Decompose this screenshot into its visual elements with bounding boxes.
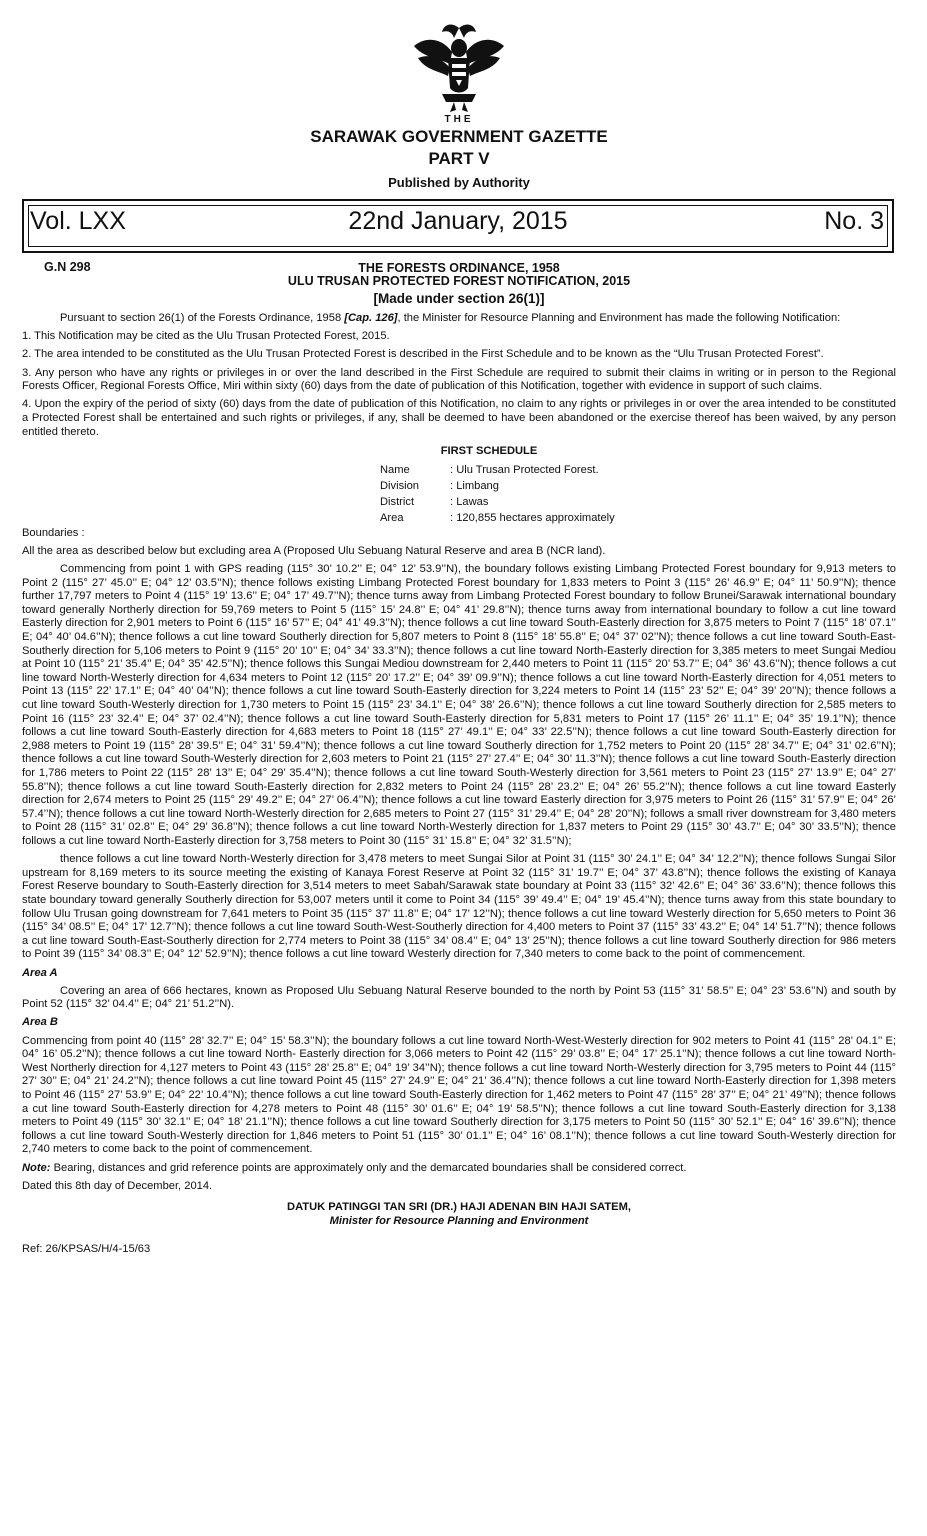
- gazette-title: SARAWAK GOVERNMENT GAZETTE: [310, 127, 608, 146]
- schedule-row: [380, 495, 615, 511]
- notice-body: [22, 312, 896, 1261]
- published-by-authority: Published by Authority: [388, 175, 530, 190]
- sarawak-crest-icon: [412, 18, 506, 114]
- schedule-key: Area: [380, 511, 404, 524]
- notice-title-section: [Made under section 26(1)]: [373, 291, 545, 306]
- boundaries-label: Boundaries :: [22, 526, 85, 539]
- reference-number: Ref: 26/KPSAS/H/4-15/63: [22, 1242, 151, 1255]
- volume-number: Vol. LXX: [30, 207, 126, 235]
- volume-bar: [22, 199, 894, 253]
- schedule-value: : Lawas: [450, 495, 489, 508]
- boundary-description-2: thence follows a cut line toward North-Westerly direction for 3,478 meters to meet Sungai Silor at Point 31 (115° 30’ 24.1’’ E; 04° 34’ 12.2’’N); thence follows Sungai Silor upstream for 8,169 meters to its source meeting the existing of Kanaya Forest Reserve at Point 32 (115° 31’ 19.7’’ E; 04° 37’ 43.8’’N); thence follows the existing of Kanaya Forest Reserve boundary to South-Easterly direction for 3,514 meters to meet Sabah/Sarawak state boundary at Point 33 (115° 32’ 42.6’’ E; 04° 36’ 33.6’’N); thence follows this state boundary toward generally Southerly direction for 53,007 meters until it come to Point 34 (115° 39’ 49.4’’ E; 04° 19’ 45.4’’N); thence turns away from this state boundary to follow Ulu Trusan going downstream for 7,641 meters to Point 35 (115° 37’ 11.8’’ E; 04° 17’ 12’’N); thence follows a cut line toward Westerly direction for 5,650 meters to Point 36 (115° 34’ 08.5’’ E; 04° 17’ 12.7’’N); thence follows a cut line toward South-West-Southerly direction for 4,400 meters to Point 37 (115° 33’ 43.2’’ E; 04° 14’ 51.7’’N); thence follows a cut line toward South-East-Southerly direction for 2,774 meters to Point 38 (115° 34’ 08.4’’ E; 04° 13’ 25’’N); thence follows a cut line toward Southerly direction for 986 meters to Point 39 (115° 34’ 08.3’’ E; 04° 12’ 52.9’’N); thence follows a cut line toward Westerly direction for 7,340 meters to come back to the point of commencement.: [22, 853, 896, 961]
- issue-number: No. 3: [824, 207, 884, 235]
- notice-title-notification: ULU TRUSAN PROTECTED FOREST NOTIFICATION, 2015: [287, 274, 631, 288]
- signatory-title: Minister for Resource Planning and Environment: [329, 1214, 589, 1227]
- schedule-row: [380, 479, 615, 495]
- boundary-description-1: Commencing from point 1 with GPS reading (115° 30’ 10.2’’ E; 04° 12’ 53.9’’N), the boundary follows existing Limbang Protected Forest boundary for 9,913 meters to Point 2 (115° 27’ 45.0’’ E; 04° 12’ 03.5’’N); thence follows existing Limbang Protected Forest boundary for 1,833 meters to Point 3 (115° 26’ 46.9’’ E; 04° 11’ 50.9’’N); thence further 17,797 meters to Point 4 (115° 19’ 13.6’’ E; 04° 17’ 49.7’’N); thence turns away from Limbang Protected Forest boundary to follow Brunei/Sarawak international boundary toward generally Northerly direction for 59,769 meters to Point 5 (115° 15’ 24.8’’ E; 04° 41’ 29.8’’N); thence turns away from international boundary to follow a cut line toward Easterly direction for 2,901 meters to Point 6 (115° 16’ 57’’ E; 04° 41’ 49.3’’N); thence follows a cut line toward South-Easterly direction for 3,875 meters to Point 7 (115° 18’ 07.1’’ E; 04° 40’ 04.6’’N); thence follows a cut line toward Southerly direction for 5,807 meters to Point 8 (115° 18’ 55.8’’ E; 04° 37’ 02’’N); thence follows a cut line toward South-East-Southerly direction for 5,106 meters to Point 9 (115° 20’ 10’’ E; 04° 34’ 33.3’’N); thence follows a cut line toward North-Easterly direction for 3,385 meters to meet Sungai Mediou at Point 10 (115° 21’ 35.4’’ E; 04° 35’ 42.5’’N); thence follows this Sungai Mediou downstream for 2,440 meters to Point 11 (115° 20’ 53.7’’ E; 04° 36’ 43.6’’N); thence follows a cut line toward North-Westerly direction for 4,634 meters to Point 12 (115° 20’ 17.2’’ E; 04° 39’ 09.9’’N); thence follows a cut line toward North-Easterly direction for 4,051 meters to Point 13 (115° 22’ 17.1’’ E; 04° 40’ 04’’N); thence follows a cut line toward South-Easterly direction for 3,224 meters to Point 14 (115° 23’ 52’’ E; 04° 39’ 20’’N); thence follows a cut line toward South-Westerly direction for 1,730 meters to Point 15 (115° 23’ 34.1’’ E; 04° 38’ 26.6’’N); thence follows a cut line toward Southerly direction for 2,585 meters to Point 16 (115° 23’ 32.4’’ E; 04° 37’ 02.4’’N); thence follows a cut line toward South-Easterly direction for 5,831 meters to Point 17 (115° 26’ 11.1’’ E; 04° 35’ 19.1’’N); thence follows a cut line toward South-Easterly direction for 4,683 meters to Point 18 (115° 27’ 49.1’’ E; 04° 33’ 22.5’’N); thence follows a cut line toward South-Easterly direction for 2,988 meters to Point 19 (115° 28’ 39.5’’ E; 04° 31’ 59.4’’N); thence follows a cut line toward Southerly direction for 1,752 meters to Point 20 (115° 28’ 34.7’’ E; 04° 31’ 02.6’’N); thence follows a cut line toward South-Westerly direction for 2,603 meters to Point 21 (115° 27’ 27.4’’ E; 04° 30’ 11.3’’N); thence follows a cut line toward South-Easterly direction for 1,786 meters to Point 22 (115° 28’ 13’’ E; 04° 29’ 35.4’’N); thence follows a cut line toward South-Westerly direction for 3,561 meters to Point 23 (115° 27’ 13.9’’ E; 04° 27’ 55.8’’N); thence follows a cut line toward South-Easterly direction for 2,832 meters to Point 24 (115° 28’ 23.2’’ E; 04° 26’ 55.2’’N); thence follows a cut line toward Easterly direction for 2,674 meters to Point 25 (115° 29’ 49.2’’ E; 04° 27’ 06.4’’N); thence follows a cut line toward Easterly direction for 3,975 meters to Point 26 (115° 31’ 57.9’’ E; 04° 26’ 57.4’’N); thence follows a cut line toward North-Westerly direction for 2,685 meters to Point 27 (115° 31’ 29.4’’ E; 04° 28’ 20’’N); follows a small river downstream for 3,480 meters to Point 28 (115° 31’ 02.8’’ E; 04° 29’ 36.8’’N); thence follows a cut line toward North-Westerly direction for 1,837 meters to Point 29 (115° 30’ 43.7’’ E; 04° 30’ 33.5’’N); thence follows a cut line toward North-Easterly direction for 3,758 meters to Point 30 (115° 31’ 15.8’’ E; 04° 32’ 31.5’’N);: [22, 563, 896, 847]
- gazette-part: PART V: [428, 149, 490, 168]
- dated-line: Dated this 8th day of December, 2014.: [22, 1179, 213, 1192]
- cap-reference: [Cap. 126]: [344, 312, 398, 324]
- signatory-name: DATUK PATINGGI TAN SRI (DR.) HAJI ADENAN BIN HAJI SATEM,: [287, 1201, 631, 1214]
- note-paragraph: [22, 1162, 896, 1176]
- schedule-value: : Limbang: [450, 479, 499, 492]
- note-text: Bearing, distances and grid reference points are approximately only and the demarcated boundaries shall be considered correct.: [50, 1161, 687, 1174]
- issue-date: 22nd January, 2015: [348, 207, 568, 235]
- paragraph-3: 3. Any person who have any rights or privileges in or over the land described in the First Schedule are required to submit their claims in writing or in person to the Regional Forests Officer, Regional Forests Office, Miri within sixty (60) days from the date of publication of this Notification, together with evidence in support of such claims.: [22, 366, 896, 393]
- intro-paragraph: [22, 312, 896, 326]
- gazette-notice-number: G.N 298: [44, 260, 91, 274]
- schedule-value: : Ulu Trusan Protected Forest.: [450, 463, 599, 476]
- paragraph-1: 1. This Notification may be cited as the Ulu Trusan Protected Forest, 2015.: [22, 330, 390, 343]
- schedule-key: Name: [380, 463, 410, 476]
- schedule-row: [380, 463, 615, 479]
- area-b-description: Commencing from point 40 (115° 28’ 32.7’’ E; 04° 15’ 58.3’’N); the boundary follows a cut line toward North-West-Westerly direction for 902 meters to Point 41 (115° 28’ 04.1’’ E; 04° 16’ 05.2’’N); thence follows a cut line toward North- Easterly direction for 3,066 meters to Point 42 (115° 29’ 03.8’’ E; 04° 17’ 25.1’’N); thence follows a cut line toward North-West Northerly direction for 4,127 meters to Point 43 (115° 28’ 25.8’’ E; 04° 19’ 34’’N); thence follows a cut line toward North-Westerly direction for 3,795 meters to Point 44 (115° 27’ 30’’ E; 04° 21’ 24.2’’N); thence follows a cut line toward Point 45 (115° 27’ 24.9’’ E; 04° 21’ 36.4’’N); thence follows a cut line toward North-Easterly direction for 1,398 meters to Point 46 (115° 27’ 53.9’’ E; 04° 22’ 10.4’’N); thence follows a cut line toward South-Easterly direction for 1,462 meters to Point 47 (115° 28’ 37’’ E; 04° 21’ 49’’N); thence follows a cut line toward South-Easterly direction for 4,278 meters to Point 48 (115° 30’ 01.6’’ E; 04° 19’ 58.5’’N); thence follows a cut line toward South-Easterly direction for 3,138 meters to Point 49 (115° 30’ 32.1’’ E; 04° 18’ 21.1’’N); thence follows a cut line toward Southerly direction for 3,175 meters to Point 50 (115° 30’ 52.1’’ E; 04° 16’ 39.6’’N); thence follows a cut line toward South-Westerly direction for 1,846 meters to Point 51 (115° 30’ 01.1’’ E; 04° 16’ 08.1’’N); thence follows a cut line toward South-Westerly direction for 2,740 meters to come back to the point of commencement.: [22, 1034, 896, 1156]
- schedule-key: Division: [380, 479, 420, 492]
- first-schedule-heading: FIRST SCHEDULE: [440, 445, 538, 458]
- all-area-statement: All the area as described below but excluding area A (Proposed Ulu Sebuang Natural Reserve and area B (NCR land).: [22, 544, 606, 557]
- paragraph-4: 4. Upon the expiry of the period of sixty (60) days from the date of publication of this Notification, no claim to any rights or privileges in or over the area intended to be constituted a Protected Forest shall be entertained and such rights or privileges, if any, shall be deemed to have been abandoned or the exercise thereof has been waived, by any person entitled thereto.: [22, 398, 896, 438]
- area-b-heading: Area B: [22, 1016, 58, 1029]
- note-label: Note:: [22, 1161, 51, 1174]
- schedule-key: District: [380, 495, 415, 508]
- schedule-details-table: [380, 463, 615, 527]
- notice-title-ordinance: THE FORESTS ORDINANCE, 1958: [358, 261, 560, 275]
- schedule-row: [380, 511, 615, 527]
- intro-text-cont: , the Minister for Resource Planning and Environment has made the following Notification:: [397, 312, 841, 324]
- area-a-heading: Area A: [22, 966, 58, 979]
- masthead-the: THE: [444, 114, 474, 125]
- area-a-description: Covering an area of 666 hectares, known as Proposed Ulu Sebuang Natural Reserve bounded to the north by Point 53 (115° 31’ 58.5’’ E; 04° 23’ 53.6’’N) and south by Point 52 (115° 32’ 04.4’’ E; 04° 21’ 51.2’’N).: [22, 984, 896, 1011]
- paragraph-2: 2. The area intended to be constituted as the Ulu Trusan Protected Forest is described in the First Schedule and to be known as the “Ulu Trusan Protected Forest”.: [22, 348, 824, 361]
- intro-text: Pursuant to section 26(1) of the Forests Ordinance, 1958: [60, 312, 345, 324]
- schedule-value: : 120,855 hectares approximately: [450, 511, 615, 524]
- gazette-page: [22, 0, 896, 1536]
